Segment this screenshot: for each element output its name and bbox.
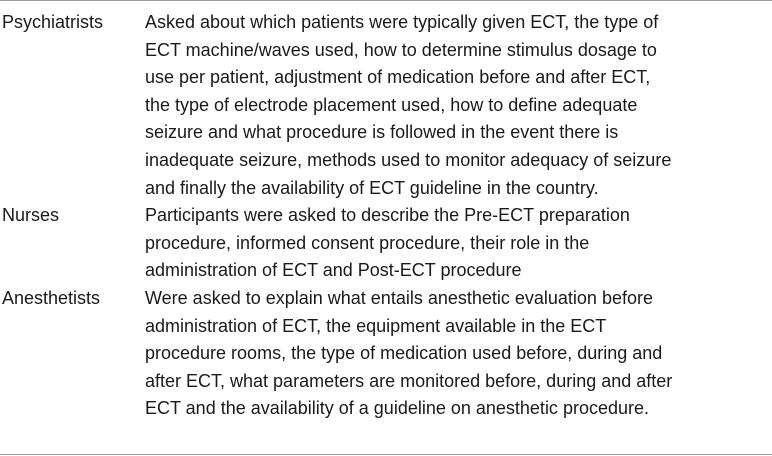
description-line: Asked about which patients were typically given ECT, the type of bbox=[145, 12, 659, 32]
description-line: inadequate seizure, methods used to monitor adequacy of seizure bbox=[145, 149, 672, 170]
description-line: procedure, informed consent procedure, their role in the bbox=[145, 232, 590, 253]
role-label: Psychiatrists bbox=[2, 12, 104, 32]
description-line: ECT machine/waves used, how to determine stimulus dosage to bbox=[145, 39, 657, 60]
description-line: and finally the availability of ECT guideline in the country. bbox=[145, 177, 599, 198]
role-label: Anesthetists bbox=[2, 287, 101, 308]
description-line: seizure and what procedure is followed in the event there is bbox=[145, 122, 619, 143]
table-row-anesthetists bbox=[0, 285, 772, 423]
description-line: administration of ECT, the equipment available in the ECT bbox=[145, 315, 607, 336]
description-line: ECT and the availability of a guideline on anesthetic procedure. bbox=[145, 398, 649, 419]
table-row-nurses bbox=[0, 202, 772, 285]
role-description bbox=[145, 9, 772, 202]
description-line: the type of electrode placement used, how to define adequate bbox=[145, 94, 638, 115]
table-bottom-rule bbox=[0, 454, 772, 455]
description-line: administration of ECT and Post-ECT procedure bbox=[145, 260, 522, 281]
description-line: after ECT, what parameters are monitored before, during and after bbox=[145, 370, 673, 391]
description-line: Participants were asked to describe the Pre-ECT preparation bbox=[145, 205, 630, 226]
description-line: procedure rooms, the type of medication used before, during and bbox=[145, 343, 663, 364]
table-top-rule bbox=[0, 0, 772, 1]
description-line: use per patient, adjustment of medication before and after ECT, bbox=[145, 67, 651, 88]
table-row-psychiatrists bbox=[0, 9, 772, 202]
description-line: Were asked to explain what entails anesthetic evaluation before bbox=[145, 287, 653, 308]
roles-table bbox=[0, 9, 772, 423]
role-label: Nurses bbox=[2, 205, 60, 226]
role-description bbox=[145, 202, 772, 285]
role-description bbox=[145, 285, 772, 423]
